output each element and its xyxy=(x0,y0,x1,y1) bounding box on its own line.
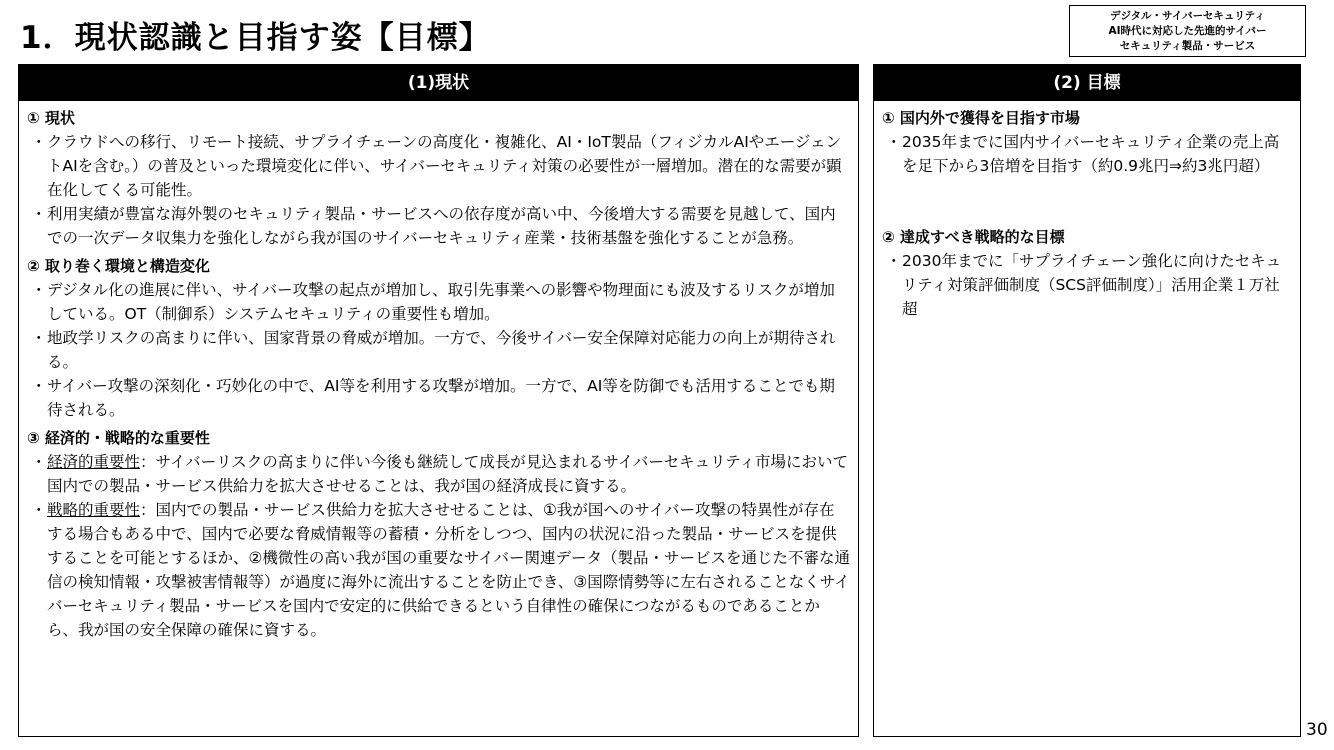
category-tag-line: セキュリティ製品・サービス xyxy=(1119,39,1256,52)
section-heading: ③ 経済的・戦略的な重要性 xyxy=(27,429,210,447)
bullet-mark: ・ xyxy=(31,205,47,223)
category-tag xyxy=(1069,5,1306,57)
bullet-item xyxy=(27,374,850,422)
bullet-item xyxy=(27,450,850,498)
goals-panel xyxy=(873,64,1301,737)
bullet-text: 2030年までに「サプライチェーン強化に向けたセキュリティ対策評価制度（SCS評価制度）」活用企業１万社超 xyxy=(902,252,1282,318)
category-tag-line: デジタル・サイバーセキュリティ xyxy=(1110,9,1265,22)
category-tag-line: AI時代に対応した先進的サイバー xyxy=(1108,24,1267,37)
page-title: 1．現状認識と目指す姿【目標】 xyxy=(20,20,491,56)
bullet-mark: ・ xyxy=(31,377,47,395)
goals-body xyxy=(874,101,1300,321)
bullet-item xyxy=(27,326,850,374)
underlined-label: 戦略的重要性 xyxy=(47,501,141,519)
underlined-label: 経済的重要性 xyxy=(47,453,141,471)
bullet-text: デジタル化の進展に伴い、サイバー攻撃の起点が増加し、取引先事業への影響や物理面にも波及するリスクが増加している。OT（制御系）システムセキュリティの重要性も増加。 xyxy=(47,281,835,323)
bullet-text xyxy=(47,450,850,498)
bullet-mark: ・ xyxy=(886,252,902,270)
bullet-text: 地政学リスクの高まりに伴い、国家背景の脅威が増加。一方で、今後サイバー安全保障対応能力の向上が期待される。 xyxy=(47,329,836,371)
current-status-body xyxy=(19,101,858,642)
bullet-item xyxy=(882,130,1292,178)
bullet-mark: ・ xyxy=(31,133,47,151)
bullet-mark: ・ xyxy=(31,453,47,471)
section-heading: ① 国内外で獲得を目指す市場 xyxy=(882,109,1080,127)
bullet-mark: ・ xyxy=(886,133,902,151)
bullet-item xyxy=(27,130,850,202)
bullet-text: サイバー攻撃の深刻化・巧妙化の中で、AI等を利用する攻撃が増加。一方で、AI等を防御でも活用することでも期待される。 xyxy=(47,377,835,419)
section-heading: ② 取り巻く環境と構造変化 xyxy=(27,257,210,275)
goals-header: (2) 目標 xyxy=(874,65,1300,101)
page-number: 30 xyxy=(1306,720,1328,740)
bullet-body: ：サイバーリスクの高まりに伴い今後も継続して成長が見込まれるサイバーセキュリティ市場において国内での製品・サービス供給力を拡大させせることは、我が国の経済成長に資する。 xyxy=(47,453,849,495)
bullet-mark: ・ xyxy=(31,281,47,299)
section-heading: ② 達成すべき戦略的な目標 xyxy=(882,228,1065,246)
bullet-text: クラウドへの移行、リモート接続、サプライチェーンの高度化・複雑化、AI・IoT製品（フィジカルAIやエージェントAIを含む。）の普及といった環境変化に伴い、サイバーセキュリティ対策の必要性が一層増加。潜在的な需要が顕在化してくる可能性。 xyxy=(47,133,842,199)
bullet-body: ：国内での製品・サービス供給力を拡大させせることは、①我が国へのサイバー攻撃の特異性が存在する場合もある中で、国内で必要な脅威情報等の蓄積・分析をしつつ、国内の状況に沿った製品・サービスを提供することを可能とするほか、②機微性の高い我が国の重要なサイバー関連データ（製品・サービスを通じた不審な通信の検知情報・攻撃被害情報等）が過度に海外に流出することを防止でき、③国際情勢等に左右されることなくサイバーセキュリティ製品・サービスを国内で安定的に供給できるという自律性の確保につながるものであることから、我が国の安全保障の確保に資する。 xyxy=(47,501,851,639)
bullet-text: 2035年までに国内サイバーセキュリティ企業の売上高を足下から3倍増を目指す（約0.9兆円⇒約3兆円超） xyxy=(902,133,1280,175)
bullet-item xyxy=(27,202,850,250)
bullet-text xyxy=(47,498,850,642)
bullet-item xyxy=(27,498,850,642)
bullet-item xyxy=(27,278,850,326)
bullet-mark: ・ xyxy=(31,329,47,347)
current-status-panel xyxy=(18,64,859,737)
bullet-item xyxy=(882,249,1292,321)
bullet-text: 利用実績が豊富な海外製のセキュリティ製品・サービスへの依存度が高い中、今後増大する需要を見越して、国内での一次データ収集力を強化しながら我が国のサイバーセキュリティ産業・技術基盤を強化することが急務。 xyxy=(47,205,836,247)
section-heading: ① 現状 xyxy=(27,109,75,127)
bullet-mark: ・ xyxy=(31,501,47,519)
current-status-header: (1)現状 xyxy=(19,65,858,101)
